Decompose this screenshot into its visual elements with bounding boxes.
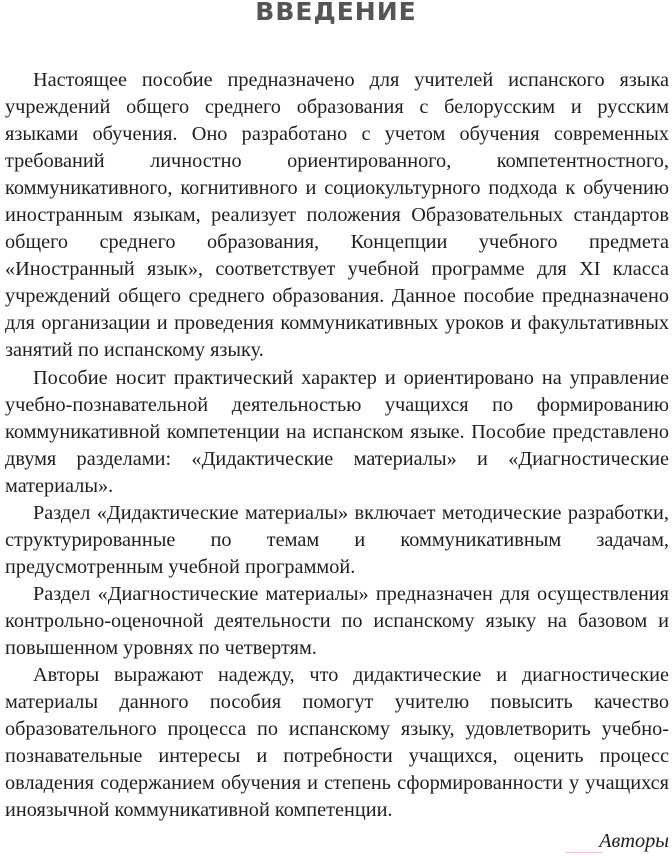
page-heading: ВВЕДЕНИЕ bbox=[255, 0, 417, 26]
paragraph-purpose: Настоящее пособие предназначено для учителей испанского языка учреждений общего среднего образования с белорусским и русским языками обучения. Оно разработано с учетом обучения современных требований личностно ориентированного, компетентностного, коммуникативного, когнитивного и социокультурного подхода к обучению иностранным языкам, реализует положения Образовательных стандартов общего среднего образования, Концепции учебного предмета «Иностранный язык», соответствует учебной программе для XI класса учреждений общего среднего образования. Данное пособие предназначено для организации и проведения коммуникативных уроков и факультативных занятий по испанскому языку. bbox=[5, 69, 669, 362]
paragraph-didactic-section: Раздел «Дидактические материалы» включает методические разработки, структурированные по темам и коммуникативным задачам, предусмотренным учебной программой. bbox=[5, 501, 669, 578]
paragraph-character: Пособие носит практический характер и ориентировано на управление учебно-познавательной деятельностью учащихся по формированию коммуникативной компетенции на испанском языке. Пособие представлено двумя разделами: «Дидактические материалы» и «Диагностические материалы». bbox=[5, 366, 669, 497]
authors-signature: Авторы bbox=[599, 830, 669, 852]
paragraph-authors-hope: Авторы выражают надежду, что дидактические и диагностические материалы данного пособия помогут учителю повысить качество образовательного процесса по испанскому языку, удовлетворить учебно-познавательные интересы и потребности учащихся, оценить процесс овладения содержанием обучения и степень сформированности у учащихся иноязычной коммуникативной компетенции. bbox=[5, 664, 669, 822]
signature-underline bbox=[566, 852, 602, 853]
paragraph-diagnostic-section: Раздел «Диагностические материалы» предназначен для осуществления контрольно-оценочной деятельности по испанскому языку на базовом и повышенном уровнях по четвертям. bbox=[5, 582, 669, 659]
introduction-text bbox=[5, 67, 669, 824]
